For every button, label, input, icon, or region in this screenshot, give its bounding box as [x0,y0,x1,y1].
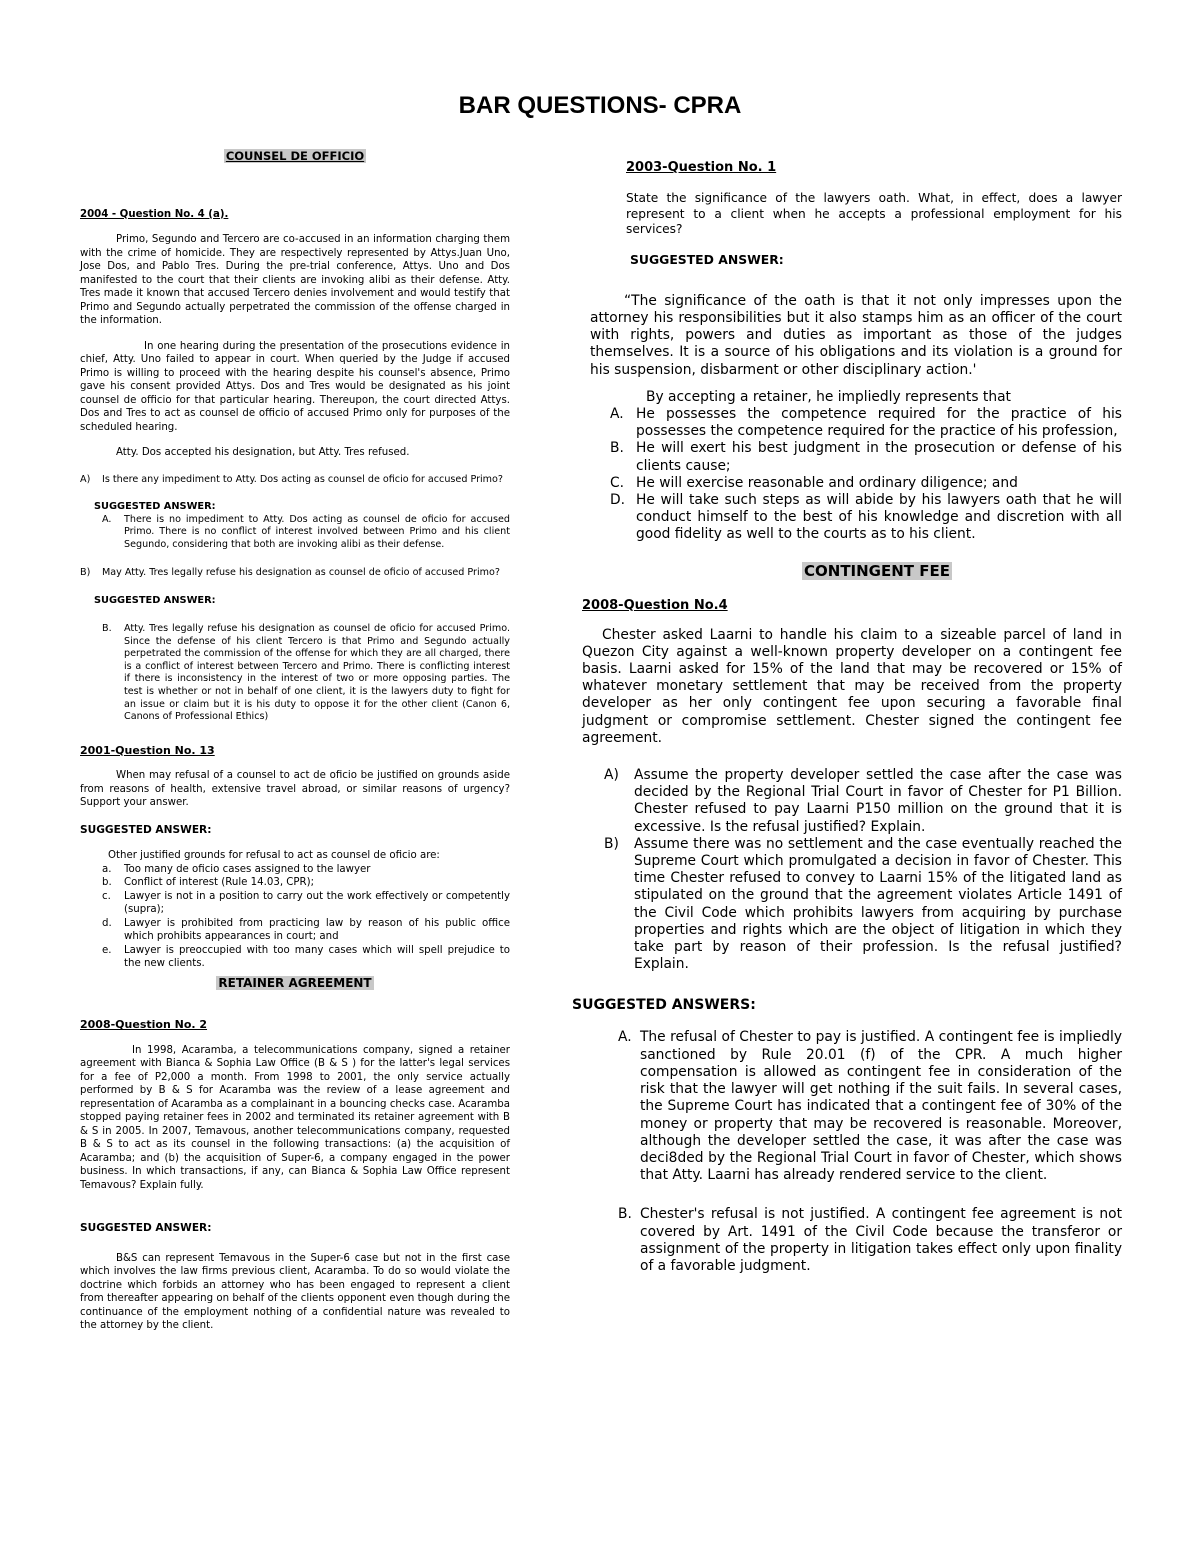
list-item: B. Chester's refusal is not justified. A contingent fee agreement is not covered by Art. 1491 of the Civil Code because the transferor or assignment of the property in litigation takes effect only upon finality of a favorable judgment. [618,1206,1122,1274]
answer-intro: By accepting a retainer, he impliedly represents that [646,388,1011,405]
list-item: C. He will exercise reasonable and ordinary diligence; and [610,474,1018,491]
list-item: c. Lawyer is not in a position to carry out the work effectively or competently (supra); [102,890,510,916]
list-item: B) Assume there was no settlement and the case eventually reached the Supreme Court which promulgated a decision in favor of Chester. This time Chester refused to convey to Laarni 15% of the litigated land as stipulated on the ground that the agreement violates Article 1491 of the Civil Code which prohibits lawyers from acquiring by purchase properties and rights which are the object of litigation in which they take part by reason of their profession. Is the refusal justified? Explain. [604,835,1122,973]
list-item: A. The refusal of Chester to pay is justified. A contingent fee is impliedly sanctioned by Rule 20.01 (f) of the CPR. A much higher compensation is allowed as contingent fee in consideration of the risk that the lawyer will get nothing if the suit fails. In several cases, the Supreme Court has indicated that a contingent fee of 30% of the money or property that may be recovered is reasonable. Moreover, although the developer settled the case, it was after the case was deci8ded by the Regional Trial Court in favor of Chester, which shows that Atty. Laarni has already rendered service to the client. [618,1029,1122,1184]
sub-question-list [80,474,510,487]
question-paragraph: When may refusal of a counsel to act de oficio be justified on grounds aside from reasons of health, extensive travel abroad, or similar reasons of urgency? Support your answer. [80,770,510,809]
suggested-answer-label: SUGGESTED ANSWER: [94,501,216,512]
list-item: D. He will take such steps as will abide by his lawyers oath that he will conduct himself to the best of his knowledge and discretion with all good fidelity as well to the courts as to his client. [610,492,1122,543]
document-title: BAR QUESTIONS- CPRA [458,92,742,119]
list-item: b. Conflict of interest (Rule 14.03, CPR); [102,877,315,889]
right-column [572,160,1122,1275]
question-paragraph: In one hearing during the presentation of the prosecutions evidence in chief, Atty. Uno failed to appear in court. When queried by the Judge if accused Primo is willing to proceed with the hearing despite his counsel's absence, Primo gave his consent provided Attys. Dos and Tres would be designated as his joint counsel de officio for that particular hearing. Thereupon, the court directed Attys. Dos and Tres to act as counsel de officio of accused Primo only for purposes of the scheduled hearing. [80,340,510,433]
answer-list [102,514,510,552]
answer-intro: Other justified grounds for refusal to act as counsel de oficio are: [108,850,440,862]
list-item: A) Assume the property developer settled the case after the case was decided by the Regional Trial Court in favor of Chester for P1 Billion. Chester refused to pay Laarni P150 million on the ground that it is excessive. Is the refusal justified? Explain. [604,767,1122,835]
list-item: B. He will exert his best judgment in the prosecution or defense of his clients cause; [610,440,1122,474]
list-item: B. Atty. Tres legally refuse his designation as counsel de oficio for accused Primo. Since the defense of his client Tercero is that Primo and Segundo actually perpetrated the commission of the offense for which they are all charged, there is a conflict of interest between Tercero and Primo. There is conflicting interest if there is inconsistency in the interest of two or more opposing parties. The test is whether or not in behalf of one client, it is the lawyers duty to fight for an issue or claim but it is his duty to oppose it for the other client (Canon 6, Canons of Professional Ethics) [102,623,510,723]
question-paragraph: Atty. Dos accepted his designation, but Atty. Tres refused. [116,447,410,458]
list-item: B) May Atty. Tres legally refuse his designation as counsel de oficio of accused Primo? [80,567,500,578]
answer-list [102,623,510,724]
question-heading: 2008-Question No. 2 [80,1018,208,1032]
question-paragraph: In 1998, Acaramba, a telecommunications company, signed a retainer agreement with Bianca & Sophia Law Office (B & S ) for the latter's legal services for a fee of P2,000 a month. From 1998 to 2001, the only service actually performed by B & S for Acaramba was the review of a lease agreement and representation of Acaramba as a complainant in a bouncing checks case. Acaramba stopped paying retainer fees in 2002 and terminated its retainer agreement with B & S in 2005. In 2007, Temavous, another telecommunications company, requested B & S to act as its counsel in the following transactions: (a) the acquisition of Acaramba; and (b) the acquisition of Super-6, a company engaged in the power business. In which transactions, if any, can Bianca & Sophia Law Office represent Temavous? Explain fully. [80,1044,510,1191]
answer-list [102,863,510,971]
list-item: a. Too many de oficio cases assigned to the lawyer [102,863,371,875]
question-heading: 2001-Question No. 13 [80,743,215,757]
section-heading-contingent-fee: CONTINGENT FEE [804,561,950,580]
suggested-answer-label: SUGGESTED ANSWERS: [572,997,756,1014]
question-heading: 2004 - Question No. 4 (a). [80,208,229,220]
sub-question-list [80,567,510,580]
sub-question-list [604,767,1122,973]
list-item: A. He possesses the competence required for the practice of his possesses the competence required for the practice of his profession, [610,406,1122,440]
suggested-answer-label: SUGGESTED ANSWER: [94,594,216,606]
suggested-answer-label: SUGGESTED ANSWER: [630,251,784,267]
list-item: e. Lawyer is preoccupied with too many cases which will spell prejudice to the new clients. [102,944,510,970]
answer-list [610,406,1122,544]
question-heading: 2008-Question No.4 [582,597,728,613]
section-heading-retainer-agreement: RETAINER AGREEMENT [218,975,372,990]
question-heading: 2003-Question No. 1 [626,160,777,175]
left-column [80,150,510,1333]
question-paragraph: Chester asked Laarni to handle his claim to a sizeable parcel of land in Quezon City against a well-known property developer on a contingent fee basis. Laarni asked for 15% of the land that may be recovered or 15% of whatever monetary settlement that may be received from the property developer as her only contingent fee upon securing a favorable final judgment or compromise settlement. Chester signed the contingent fee agreement. [582,626,1122,746]
section-heading-counsel-de-officio: COUNSEL DE OFFICIO [225,149,365,163]
suggested-answer-label: SUGGESTED ANSWER: [80,1222,212,1235]
answer-paragraph: B&S can represent Temavous in the Super-6 case but not in the first case which involves the law firms previous client, Acaramba. To do so would violate the doctrine which forbids an attorney who has been engaged to represent a client from thereafter appearing on behalf of the clients opponent even though during the continuance of the employment nothing of a confidential nature was revealed to the attorney by the client. [80,1252,510,1332]
list-item: d. Lawyer is prohibited from practicing law by reason of his public office which prohibits appearances in court; and [102,917,510,943]
answer-list [618,1029,1122,1184]
answer-paragraph: “The significance of the oath is that it not only impresses upon the attorney his responsibilities but it also stamps him as an officer of the court with rights, powers and duties as important as those of the judges themselves. It is a source of his obligations and its violation is a ground for his suspension, disbarment or other disciplinary action.' [590,292,1122,378]
answer-list [618,1206,1122,1275]
list-item: A) Is there any impediment to Atty. Dos acting as counsel de oficio for accused Primo? [80,473,503,485]
list-item: A. There is no impediment to Atty. Dos acting as counsel de oficio for accused Primo. There is no conflict of interest involved between Primo and his client Segundo, considering that both are invoking alibi as their defense. [102,513,510,550]
question-paragraph: State the significance of the lawyers oath. What, in effect, does a lawyer represent to a client when he accepts a professional employment for his services? [626,191,1122,237]
suggested-answer-label: SUGGESTED ANSWER: [80,823,212,836]
question-paragraph: Primo, Segundo and Tercero are co-accused in an information charging them with the crime of homicide. They are respectively represented by Attys.Juan Uno, Jose Dos, and Pablo Tres. During the pre-trial conference, Attys. Uno and Dos manifested to the court that their clients are invoking alibi as their defense. Atty. Tres made it known that accused Tercero denies involvement and would testify that Primo and Segundo actually perpetrated the commission of the offense charged in the information. [80,234,510,326]
